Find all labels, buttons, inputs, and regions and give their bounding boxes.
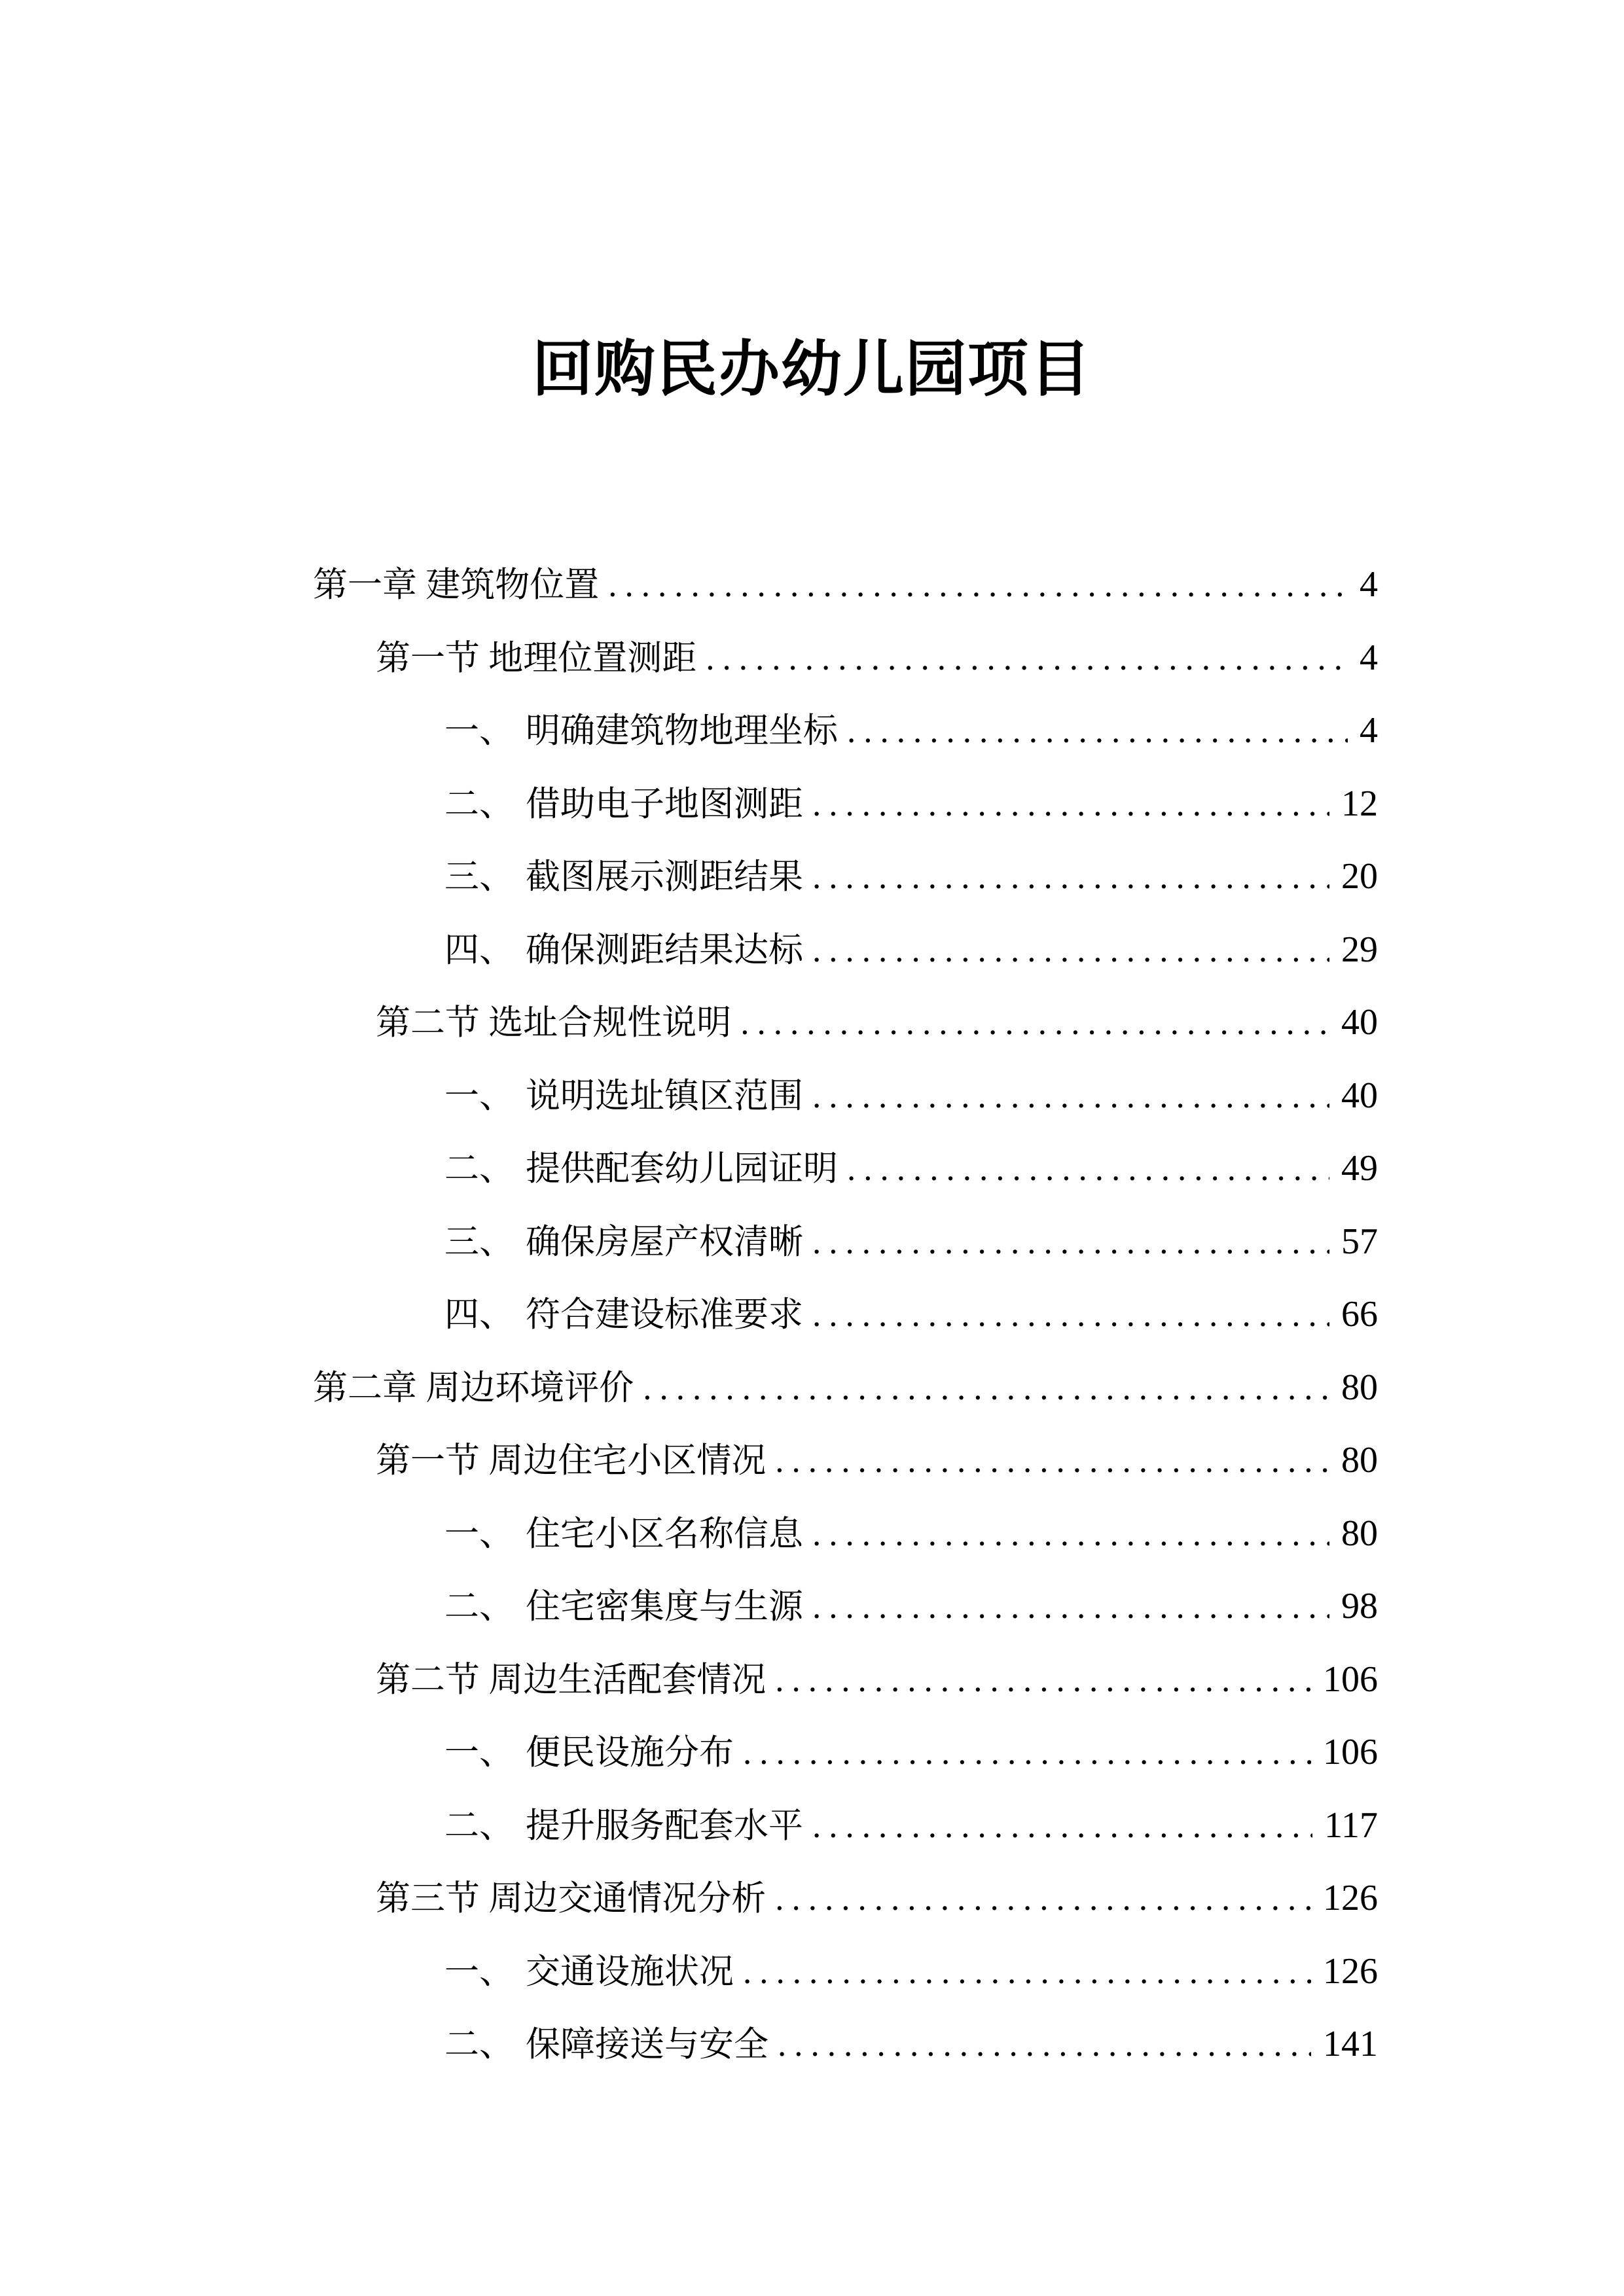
toc-entry-page: 4 (1360, 564, 1378, 605)
toc-leader-dots (743, 1717, 1311, 1790)
toc-entry (313, 694, 1378, 768)
toc-entry-number: 二、 (444, 1588, 514, 1626)
toc-entry-label: 交通设施状况 (526, 1952, 734, 1991)
toc-entry (313, 1424, 1378, 1498)
toc-leader-dots (775, 1863, 1311, 1936)
toc-entry-number: 二、 (444, 2026, 514, 2064)
toc-entry (313, 1789, 1378, 1863)
toc-entry-number: 一、 (444, 1734, 514, 1772)
toc-leader-dots (778, 2009, 1311, 2082)
toc-entry-label: 截图展示测距结果 (526, 858, 803, 896)
toc-entry-label: 提供配套幼儿园证明 (526, 1150, 838, 1188)
document-title: 回购民办幼儿园项目 (532, 336, 1092, 404)
toc-entry-number: 一、 (444, 1077, 514, 1115)
toc-leader-dots (608, 549, 1348, 622)
toc-entry-page: 12 (1341, 783, 1378, 824)
toc-entry-label: 第二节 周边生活配套情况 (376, 1660, 767, 1699)
toc-leader-dots (775, 1425, 1329, 1498)
toc-entry-number: 一、 (444, 712, 514, 750)
toc-entry-number: 一、 (444, 1952, 514, 1991)
toc-entry-label: 住宅小区名称信息 (526, 1515, 803, 1553)
toc-entry-page: 57 (1341, 1221, 1378, 1262)
toc-entry (313, 1132, 1378, 1206)
toc-entry-page: 80 (1341, 1367, 1378, 1408)
toc-entry-label: 确保测距结果达标 (526, 931, 803, 969)
toc-entry (313, 1206, 1378, 1279)
toc-leader-dots (812, 1790, 1312, 1863)
toc-entry-label: 确保房屋产权清晰 (526, 1223, 803, 1261)
toc-entry (313, 1716, 1378, 1789)
toc-entry (313, 1498, 1378, 1571)
toc-entry (313, 1862, 1378, 1935)
toc-leader-dots (812, 1206, 1329, 1280)
toc-entry-label: 第一节 地理位置测距 (376, 639, 697, 677)
toc-entry-page: 126 (1323, 1878, 1378, 1918)
toc-entry-label: 第一节 周边住宅小区情况 (376, 1442, 767, 1480)
toc-entry-page: 80 (1341, 1440, 1378, 1480)
toc-entry-page: 98 (1341, 1586, 1378, 1626)
toc-leader-dots (812, 1571, 1329, 1644)
toc-entry-label: 第二章 周边环境评价 (313, 1369, 634, 1407)
toc-leader-dots (706, 622, 1348, 696)
toc-entry-page: 29 (1341, 929, 1378, 970)
toc-entry-page: 126 (1323, 1950, 1378, 1992)
toc-entry (313, 1570, 1378, 1643)
toc-entry (313, 1060, 1378, 1133)
toc-entry-page: 141 (1323, 2024, 1378, 2064)
toc-entry-page: 40 (1341, 1075, 1378, 1116)
toc-entry-number: 三、 (444, 1223, 514, 1261)
toc-entry-label: 说明选址镇区范围 (526, 1077, 803, 1115)
toc-leader-dots (812, 1279, 1329, 1352)
toc-entry-page: 80 (1341, 1513, 1378, 1554)
toc-entry-page: 66 (1341, 1294, 1378, 1335)
toc-leader-dots (643, 1352, 1329, 1426)
toc-entry-label: 第三节 周边交通情况分析 (376, 1880, 767, 1918)
toc-entry-label: 住宅密集度与生源 (526, 1588, 803, 1626)
toc-entry-page: 20 (1341, 856, 1378, 897)
toc-entry-label: 第一章 建筑物位置 (313, 566, 600, 604)
toc-entry (313, 1278, 1378, 1352)
toc-entry-number: 四、 (444, 931, 514, 969)
toc-entry-label: 提升服务配套水平 (526, 1806, 803, 1845)
toc-leader-dots (812, 768, 1329, 842)
toc-leader-dots (812, 1498, 1329, 1571)
toc-entry (313, 1935, 1378, 2009)
toc-entry-number: 二、 (444, 1150, 514, 1188)
toc-entry-label: 保障接送与安全 (526, 2026, 768, 2064)
toc-leader-dots (740, 987, 1329, 1060)
toc-entry-label: 明确建筑物地理坐标 (526, 712, 838, 750)
toc-leader-dots (812, 1060, 1329, 1134)
toc-leader-dots (743, 1936, 1311, 2009)
toc-leader-dots (775, 1644, 1311, 1717)
toc-entry-number: 三、 (444, 858, 514, 896)
toc-entry-number: 四、 (444, 1296, 514, 1334)
toc-leader-dots (847, 1133, 1329, 1206)
toc-entry-label: 借助电子地图测距 (526, 785, 803, 823)
toc-entry-page: 117 (1324, 1804, 1378, 1846)
toc-entry (313, 2008, 1378, 2081)
toc-entry-number: 一、 (444, 1515, 514, 1553)
toc-entry-number: 二、 (444, 1806, 514, 1845)
toc-leader-dots (812, 841, 1329, 914)
toc-leader-dots (847, 695, 1348, 768)
toc-entry-label: 第二节 选址合规性说明 (376, 1004, 732, 1042)
toc-entry-page: 40 (1341, 1002, 1378, 1043)
toc-leader-dots (812, 914, 1329, 988)
toc-entry (313, 840, 1378, 914)
toc-entry (313, 986, 1378, 1060)
toc-entry-label: 符合建设标准要求 (526, 1296, 803, 1334)
toc-entry (313, 548, 1378, 622)
toc-entry-page: 106 (1323, 1659, 1378, 1700)
toc-entry (313, 1643, 1378, 1717)
toc-entry-page: 4 (1360, 710, 1378, 751)
toc-entry (313, 768, 1378, 841)
table-of-contents (313, 548, 1378, 2081)
toc-entry-page: 49 (1341, 1148, 1378, 1189)
toc-entry (313, 914, 1378, 987)
toc-entry-page: 106 (1323, 1732, 1378, 1772)
toc-entry-label: 便民设施分布 (526, 1734, 734, 1772)
toc-entry (313, 622, 1378, 695)
toc-entry (313, 1352, 1378, 1425)
toc-entry-page: 4 (1360, 637, 1378, 678)
toc-entry-number: 二、 (444, 785, 514, 823)
